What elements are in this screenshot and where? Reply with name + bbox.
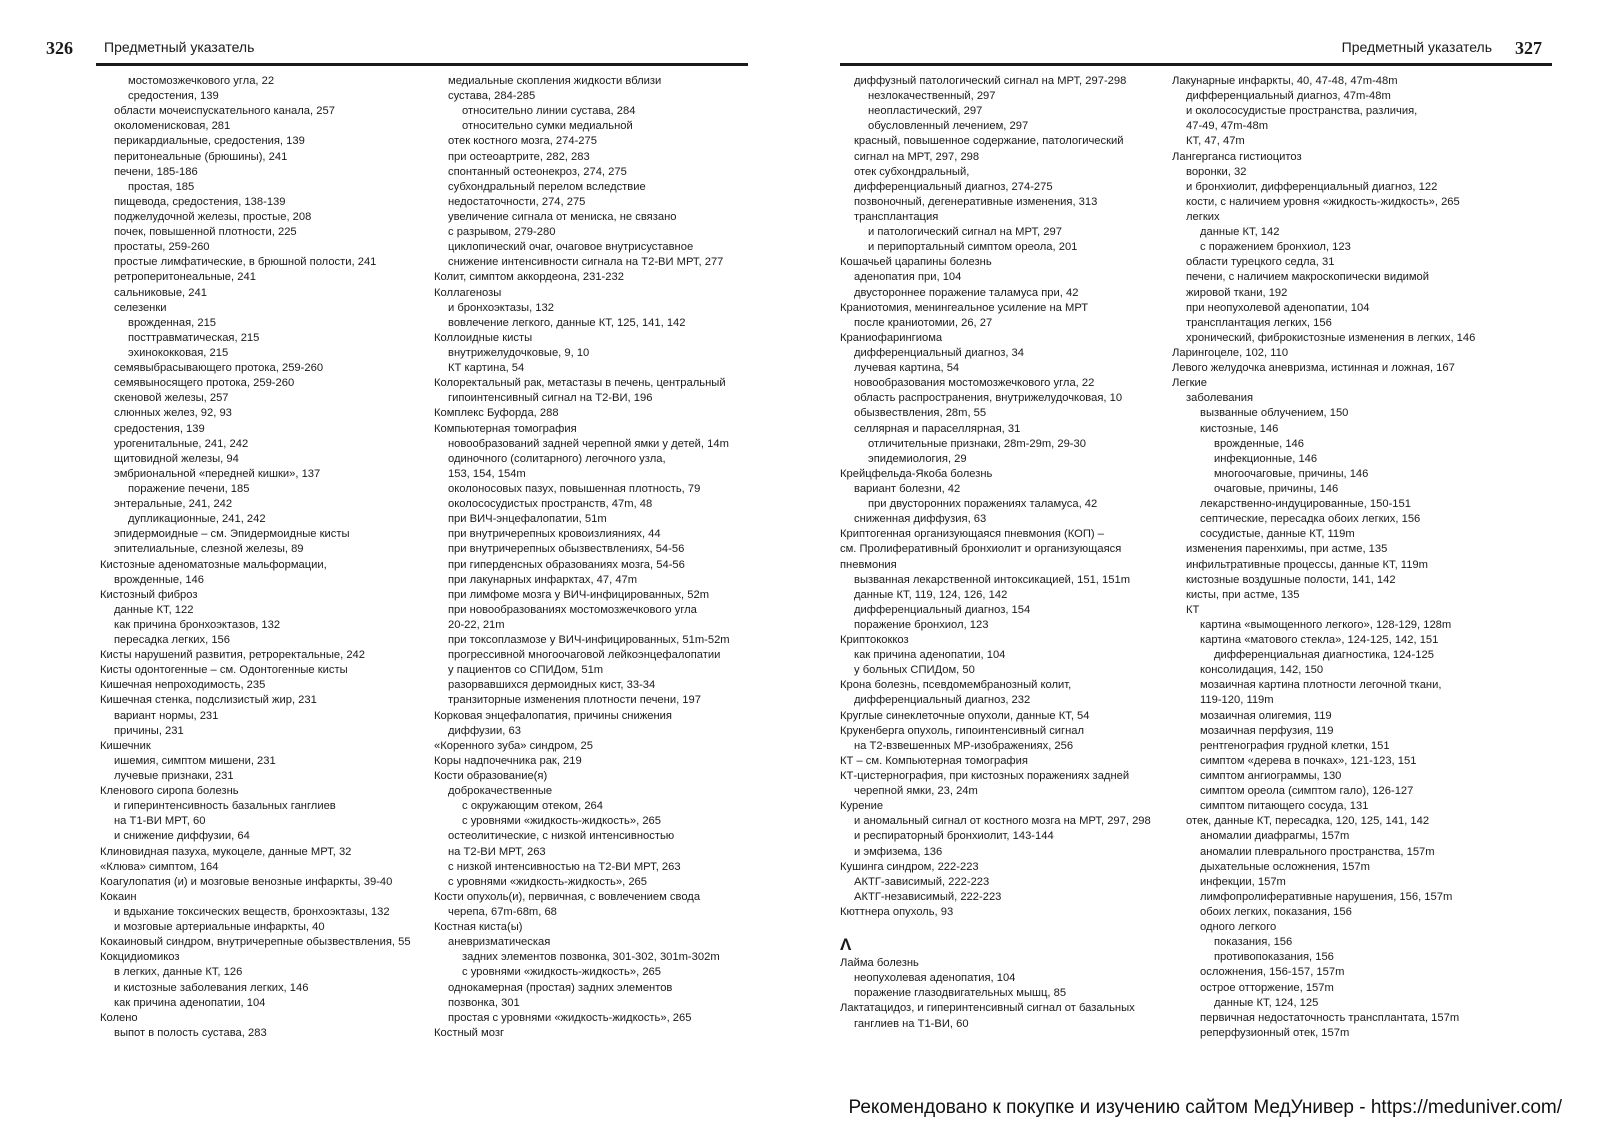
index-subentry: у пациентов со СПИДом, 51m [448,664,604,677]
index-subentry: септические, пересадка обоих легких, 156 [1200,513,1421,526]
index-entry: Кошачьей царапины болезнь [840,256,992,269]
index-subentry: простая, 185 [128,180,195,193]
index-subentry: при двусторонних поражениях таламуса, 42 [868,498,1098,511]
index-column [434,74,774,1041]
page-number: 326 [46,38,73,58]
index-subentry: кости, с наличием уровня «жидкость-жидкость», 265 [1186,195,1460,208]
index-entry: Криптококкоз [840,634,909,647]
index-subentry: симптом ангиограммы, 130 [1200,770,1342,783]
index-subentry: с уровнями «жидкость-жидкость», 265 [462,815,661,828]
index-subentry: при гиперденсных образованиях мозга, 54-56 [448,558,685,571]
index-subentry: вариант болезни, 42 [854,482,961,495]
index-subentry: лучевая картина, 54 [854,362,960,375]
index-subentry: простая с уровнями «жидкость-жидкость», 265 [448,1011,692,1024]
index-entry: КТ-цистернография, при кистозных поражениях задней [840,770,1130,783]
index-subentry: изменения паренхимы, при астме, 135 [1186,543,1388,556]
index-entry: Кишечная стенка, подслизистый жир, 231 [100,694,317,707]
index-subentry: АКТГ-зависимый, 222-223 [854,875,990,888]
index-subentry: противопоказания, 156 [1214,951,1334,964]
index-subentry: медиальные скопления жидкости вблизи [448,75,662,87]
index-subentry: ганглиев на Т1-ВИ, 60 [854,1017,969,1030]
index-subentry: при внутричерепных обызвествлениях, 54-56 [448,543,685,556]
index-subentry: внутрижелудочковые, 9, 10 [448,346,590,359]
index-subentry: посттравматическая, 215 [128,331,260,344]
index-subentry: хронический, фиброкистозные изменения в легких, 146 [1186,331,1476,344]
index-subentry: средостения, 139 [114,422,205,435]
index-entry: Кюттнера опухоль, 93 [840,906,954,919]
index-subentry: и респираторный бронхиолит, 143-144 [854,830,1054,843]
index-subentry: при новообразованиях мостомозжечкового угла [448,603,697,616]
index-subentry: отек, данные КТ, пересадка, 120, 125, 141, 142 [1186,815,1430,828]
index-subentry: с разрывом, 279-280 [448,226,556,239]
index-subentry: отек костного мозга, 274-275 [448,135,597,148]
index-subentry: с окружающим отеком, 264 [462,800,603,813]
index-subentry: с поражением бронхиол, 123 [1200,241,1351,254]
index-subentry: кисты, при астме, 135 [1186,588,1300,601]
index-subentry: вызванная лекарственной интоксикацией, 151, 151m [854,573,1131,586]
index-subentry: данные КТ, 142 [1200,226,1280,239]
index-subentry: кистозные воздушные полости, 141, 142 [1186,573,1396,586]
index-entry: Кистозный фиброз [100,588,198,601]
index-subentry: при лакунарных инфарктах, 47, 47m [448,573,638,586]
index-subentry: при токсоплазмозе у ВИЧ-инфицированных, 51m-52m [448,634,730,647]
index-entry: см. Пролиферативный бронхиолит и организующаяся [840,543,1122,556]
index-subentry: эпителиальные, слезной железы, 89 [114,543,304,556]
index-subentry: КТ, 47, 47m [1186,135,1245,148]
index-entry: Корковая энцефалопатия, причины снижения [434,709,672,722]
index-subentry: и гиперинтенсивность базальных ганглиев [114,800,336,813]
index-subentry: однокамерная (простая) задних элементов [448,981,673,994]
index-subentry: черепа, 67m-68m, 68 [448,906,557,919]
index-subentry: на Т2-ВИ МРТ, 263 [448,845,546,858]
index-subentry: семявыбрасывающего протока, 259-260 [114,362,324,375]
index-subentry: новообразования мостомозжечкового угла, 22 [854,377,1095,390]
index-subentry: околоменисковая, 281 [114,120,231,133]
index-subentry: ретроперитонеальные, 241 [114,271,256,284]
index-entry: Кокцидиомикоз [100,951,180,964]
index-subentry: энтеральные, 241, 242 [114,498,233,511]
index-subentry: 153, 154, 154m [448,467,526,480]
index-subentry: эпидермоидные – см. Эпидермоидные кисты [114,528,350,541]
index-subentry: дифференциальный диагноз, 274-275 [854,180,1053,193]
index-subentry: относительно линии сустава, 284 [462,105,636,118]
index-subentry: сустава, 284-285 [448,90,536,103]
index-subentry: мостомозжечкового угла, 22 [128,75,275,87]
index-subentry: рентгенография грудной клетки, 151 [1200,739,1390,752]
index-subentry: и перипортальный симптом ореола, 201 [868,241,1078,254]
index-entry: Лакунарные инфаркты, 40, 47-48, 47m-48m [1172,75,1398,87]
index-subentry: как причина аденопатии, 104 [114,996,266,1009]
index-entry: Лангерганса гистиоцитоз [1172,150,1302,163]
index-subentry: простые лимфатические, в брюшной полости, 241 [114,256,377,269]
index-subentry: при внутричерепных кровоизлияниях, 44 [448,528,661,541]
index-subentry: и эмфизема, 136 [854,845,943,858]
index-entry: Кости опухоль(и), первичная, с вовлечением свода [434,890,701,903]
index-subentry: симптом ореола (симптом гало), 126-127 [1200,785,1414,798]
index-subentry: двустороннее поражение таламуса при, 42 [854,286,1079,299]
index-subentry: на Т1-ВИ МРТ, 60 [114,815,206,828]
spacer [840,920,1176,928]
index-subentry: КТ картина, 54 [448,362,525,375]
index-subentry: многоочаговые, причины, 146 [1214,467,1369,480]
index-column [100,74,430,1041]
index-entry: Краниофарингиома [840,331,943,344]
index-subentry: незлокачественный, 297 [868,90,996,103]
index-entry: КТ – см. Компьютерная томография [840,754,1028,767]
index-subentry: простаты, 259-260 [114,241,210,254]
index-subentry: врожденная, 215 [128,316,217,329]
index-subentry: околоносовых пазух, повышенная плотность, 79 [448,482,701,495]
index-subentry: выпот в полость сустава, 283 [114,1026,267,1039]
index-subentry: субхондральный перелом вследствие [448,180,646,193]
index-subentry: жировой ткани, 192 [1186,286,1288,299]
index-entry: Курение [840,800,884,813]
index-entry: Колоректальный рак, метастазы в печень, центральный [434,377,726,390]
index-subentry: и снижение диффузии, 64 [114,830,250,843]
index-subentry: как причина аденопатии, 104 [854,649,1006,662]
index-subentry: очаговые, причины, 146 [1214,482,1339,495]
index-subentry: поражение глазодвигательных мышц, 85 [854,987,1067,1000]
index-subentry: трансплантация легких, 156 [1186,316,1332,329]
index-subentry: лучевые признаки, 231 [114,770,234,783]
index-entry: Кисты нарушений развития, ретроректальные, 242 [100,649,365,662]
index-subentry: консолидация, 142, 150 [1200,664,1324,677]
index-subentry: доброкачественные [448,785,553,798]
index-subentry: вовлечение легкого, данные КТ, 125, 141, 142 [448,316,686,329]
index-entry: Коллагенозы [434,286,502,299]
index-subentry: данные КТ, 122 [114,603,194,616]
index-subentry: недостаточности, 274, 275 [448,195,586,208]
header-rule [840,63,1552,66]
index-subentry: мозаичная картина плотности легочной ткани, [1200,679,1442,692]
index-subentry: при остеоартрите, 282, 283 [448,150,590,163]
index-subentry: неопухолевая аденопатия, 104 [854,972,1016,985]
index-subentry: урогенитальные, 241, 242 [114,437,249,450]
index-entry: Костный мозг [434,1026,505,1039]
index-subentry: кистозные, 146 [1200,422,1279,435]
index-subentry: инфильтративные процессы, данные КТ, 119m [1186,558,1428,571]
index-subentry: одного легкого [1200,921,1277,934]
index-subentry: слюнных желез, 92, 93 [114,407,232,420]
index-subentry: с уровнями «жидкость-жидкость», 265 [448,875,647,888]
running-header: Предметный указатель [1341,39,1492,55]
index-entry: Клиновидная пазуха, мукоцеле, данные МРТ, 32 [100,845,352,858]
index-subentry: обызвествления, 28m, 55 [854,407,987,420]
page-number: 327 [1515,38,1542,58]
index-subentry: лимфопролиферативные нарушения, 156, 157m [1200,890,1453,903]
recommendation-footer: Рекомендовано к покупке и изучению сайтом МедУнивер - https://meduniver.com/ [848,1097,1562,1118]
index-subentry: данные КТ, 119, 124, 126, 142 [854,588,1008,601]
index-subentry: с уровнями «жидкость-жидкость», 265 [462,966,661,979]
index-column [1172,74,1532,1041]
index-entry: Коагулопатия (и) и мозговые венозные инфаркты, 39-40 [100,875,393,888]
index-subentry: при лимфоме мозга у ВИЧ-инфицированных, 52m [448,588,710,601]
index-subentry: перикардиальные, средостения, 139 [114,135,305,148]
index-subentry: черепной ямки, 23, 24m [854,785,978,798]
index-subentry: трансплантация [854,210,939,223]
index-entry: Крона болезнь, псевдомембранозный колит, [840,679,1072,692]
index-subentry: задних элементов позвонка, 301-302, 301m-302m [462,951,720,964]
index-subentry: пищевода, средостения, 138-139 [114,195,286,208]
index-entry: Костная киста(ы) [434,921,523,934]
index-entry: Компьютерная томография [434,422,577,435]
index-subentry: циклопический очаг, очаговое внутрисуставное [448,241,694,254]
index-entry: Кушинга синдром, 222-223 [840,860,979,873]
index-subentry: поджелудочной железы, простые, 208 [114,210,312,223]
index-entry: Колит, симптом аккордеона, 231-232 [434,271,624,284]
index-subentry: 47-49, 47m-48m [1186,120,1269,133]
index-subentry: в легких, данные КТ, 126 [114,966,243,979]
index-subentry: аденопатия при, 104 [854,271,962,284]
index-subentry: картина «матового стекла», 124-125, 142, 151 [1200,634,1439,647]
index-subentry: дифференциальный диагноз, 34 [854,346,1024,359]
index-subentry: дупликационные, 241, 242 [128,513,266,526]
index-subentry: селезенки [114,301,167,314]
index-subentry: 119-120, 119m [1200,694,1274,707]
index-subentry: 20-22, 21m [448,618,505,631]
index-subentry: дифференциальная диагностика, 124-125 [1214,649,1434,662]
index-subentry: симптом «дерева в почках», 121-123, 151 [1200,754,1417,767]
index-subentry: воронки, 32 [1186,165,1247,178]
section-letter: Λ [840,935,852,955]
index-subentry: диффузии, 63 [448,724,521,737]
index-entry: «Коренного зуба» синдром, 25 [434,739,593,752]
index-subentry: и аномальный сигнал от костного мозга на МРТ, 297, 298 [854,815,1151,828]
index-subentry: новообразований задней черепной ямки у детей, 14m [448,437,729,450]
index-subentry: прогрессивной многоочаговой лейкоэнцефалопатии [448,649,721,662]
index-column [840,74,1176,1032]
index-subentry: с низкой интенсивностью на Т2-ВИ МРТ, 263 [448,860,681,873]
index-subentry: мозаичная перфузия, 119 [1200,724,1334,737]
index-subentry: врожденные, 146 [114,573,204,586]
index-subentry: увеличение сигнала от мениска, не связано [448,210,677,223]
index-subentry: и бронхоэктазы, 132 [448,301,554,314]
index-subentry: неопластический, 297 [868,105,983,118]
index-subentry: спонтанный остеонекроз, 274, 275 [448,165,627,178]
index-entry: Кистозные аденоматозные мальформации, [100,558,327,571]
index-entry: Краниотомия, менингеальное усиление на МРТ [840,301,1089,314]
index-entry: Коллоидные кисты [434,331,533,344]
index-entry: «Клюва» симптом, 164 [100,860,219,873]
index-entry: Кишечная непроходимость, 235 [100,679,266,692]
index-entry: Колено [100,1011,138,1024]
index-subentry: на Т2-взвешенных МР-изображениях, 256 [854,739,1074,752]
index-subentry: обоих легких, показания, 156 [1200,906,1352,919]
index-subentry: поражение печени, 185 [128,482,250,495]
index-subentry: красный, повышенное содержание, патологический [854,135,1124,148]
index-subentry: отек субхондральный, [854,165,970,178]
index-entry: пневмония [840,558,897,571]
index-subentry: пересадка легких, 156 [114,634,230,647]
index-subentry: эпидемиология, 29 [868,452,967,465]
index-subentry: заболевания [1186,392,1254,405]
index-subentry: семявыносящего протока, 259-260 [114,377,295,390]
index-subentry: инфекционные, 146 [1214,452,1318,465]
right-page [820,0,1600,1080]
index-subentry: лекарственно-индуцированные, 150-151 [1200,498,1411,511]
index-subentry: область распространения, внутрижелудочковая, 10 [854,392,1123,405]
index-subentry: дифференциальный диагноз, 47m-48m [1186,90,1391,103]
index-subentry: после краниотомии, 26, 27 [854,316,993,329]
index-subentry: относительно сумки медиальной [462,120,633,133]
index-subentry: обусловленный лечением, 297 [868,120,1029,133]
index-subentry: щитовидной железы, 94 [114,452,239,465]
index-subentry: картина «вымощенного легкого», 128-129, 128m [1200,618,1452,631]
index-entry: Крукенберга опухоль, гипоинтенсивный сигнал [840,724,1085,737]
index-subentry: транзиторные изменения плотности печени, 197 [448,694,701,707]
index-subentry: и мозговые артериальные инфаркты, 40 [114,921,325,934]
index-subentry: диффузный патологический сигнал на МРТ, 297-298 [854,75,1127,87]
index-subentry: первичная недостаточность трансплантата, 157m [1200,1011,1460,1024]
index-subentry: сальниковые, 241 [114,286,207,299]
index-subentry: позвонка, 301 [448,996,520,1009]
index-subentry: дифференциальный диагноз, 154 [854,603,1031,616]
index-entry: Лактатацидоз, и гиперинтенсивный сигнал от базальных [840,1002,1135,1015]
index-entry: Комплекс Буфорда, 288 [434,407,559,420]
index-entry: Коры надпочечника рак, 219 [434,754,582,767]
index-subentry: сигнал на МРТ, 297, 298 [854,150,980,163]
index-subentry: перитонеальные (брюшины), 241 [114,150,288,163]
index-subentry: средостения, 139 [128,90,219,103]
index-subentry: показания, 156 [1214,936,1293,949]
index-subentry: врожденные, 146 [1214,437,1304,450]
index-subentry: инфекции, 157m [1200,875,1286,888]
index-subentry: разорвавшихся дермоидных кист, 33-34 [448,679,656,692]
index-entry: Криптогенная организующаяся пневмония (КОП) – [840,528,1104,541]
index-subentry: и вдыхание токсических веществ, бронхоэктазы, 132 [114,906,390,919]
index-subentry: симптом питающего сосуда, 131 [1200,800,1369,813]
index-subentry: вызванные облучением, 150 [1200,407,1349,420]
index-subentry: аневризматическая [448,936,551,949]
index-entry: Кости образование(я) [434,770,548,783]
index-subentry: у больных СПИДом, 50 [854,664,975,677]
index-subentry: легких [1186,210,1220,223]
index-subentry: области турецкого седла, 31 [1186,256,1335,269]
index-subentry: ишемия, симптом мишени, 231 [114,754,276,767]
index-subentry: снижение интенсивности сигнала на Т2-ВИ МРТ, 277 [448,256,724,269]
index-subentry: и кистозные заболевания легких, 146 [114,981,309,994]
index-subentry: одиночного (солитарного) легочного узла, [448,452,666,465]
index-subentry: селлярная и параселлярная, 31 [854,422,1021,435]
index-subentry: данные КТ, 124, 125 [1214,996,1319,1009]
index-subentry: печени, 185-186 [114,165,198,178]
index-subentry: и бронхиолит, дифференциальный диагноз, 122 [1186,180,1438,193]
index-entry: Круглые синеклеточные опухоли, данные КТ, 54 [840,709,1090,722]
index-subentry: при неопухолевой аденопатии, 104 [1186,301,1370,314]
index-subentry: при ВИЧ-энцефалопатии, 51m [448,513,607,526]
index-subentry: дифференциальный диагноз, 232 [854,694,1031,707]
header-rule [96,63,748,66]
index-subentry: печени, с наличием макроскопически видимой [1186,271,1430,284]
index-subentry: и патологический сигнал на МРТ, 297 [868,226,1062,239]
running-header: Предметный указатель [104,39,255,55]
index-subentry: и околососудистые пространства, различия, [1186,105,1418,118]
index-entry: Кисты одонтогенные – см. Одонтогенные кисты [100,664,348,677]
index-subentry: скеновой железы, 257 [114,392,229,405]
index-entry: Кокаин [100,890,137,903]
index-entry: Крейцфельда-Якоба болезнь [840,467,993,480]
index-entry: Левого желудочка аневризма, истинная и ложная, 167 [1172,362,1455,375]
index-subentry: как причина бронхоэктазов, 132 [114,618,281,631]
index-subentry: поражение бронхиол, 123 [854,618,989,631]
index-subentry: отличительные признаки, 28m-29m, 29-30 [868,437,1086,450]
index-subentry: позвоночный, дегенеративные изменения, 313 [854,195,1098,208]
index-subentry: почек, повышенной плотности, 225 [114,226,297,239]
index-subentry: осложнения, 156-157, 157m [1200,966,1345,979]
index-subentry: остеолитические, с низкой интенсивностью [448,830,675,843]
index-subentry: сосудистые, данные КТ, 119m [1200,528,1355,541]
index-subentry: сниженная диффузия, 63 [854,513,987,526]
index-subentry: аномалии плеврального пространства, 157m [1200,845,1435,858]
index-entry: Легкие [1172,377,1208,390]
index-subentry: эмбриональной «передней кишки», 137 [114,467,321,480]
index-subentry: аномалии диафрагмы, 157m [1200,830,1350,843]
index-entry: Кленового сиропа болезнь [100,785,239,798]
index-subentry: мозаичная олигемия, 119 [1200,709,1332,722]
index-subentry: острое отторжение, 157m [1200,981,1334,994]
index-subentry: околососудистых пространств, 47m, 48 [448,498,653,511]
index-subentry: эхинококковая, 215 [128,346,229,359]
index-entry: Лайма болезнь [840,957,919,970]
left-page [0,0,780,1080]
index-subentry: реперфузионный отек, 157m [1200,1026,1350,1039]
index-subentry: области мочеиспускательного канала, 257 [114,105,335,118]
index-entry: Ларингоцеле, 102, 110 [1172,346,1289,359]
index-subentry: причины, 231 [114,724,184,737]
index-subentry: гипоинтенсивный сигнал на Т2-ВИ, 196 [448,392,653,405]
index-entry: Кишечник [100,739,151,752]
index-subentry: КТ [1186,603,1200,616]
index-subentry: АКТГ-независимый, 222-223 [854,890,1002,903]
index-subentry: дыхательные осложнения, 157m [1200,860,1370,873]
index-subentry: вариант нормы, 231 [114,709,219,722]
index-entry: Кокаиновый синдром, внутричерепные обызвествления, 55 [100,936,411,949]
